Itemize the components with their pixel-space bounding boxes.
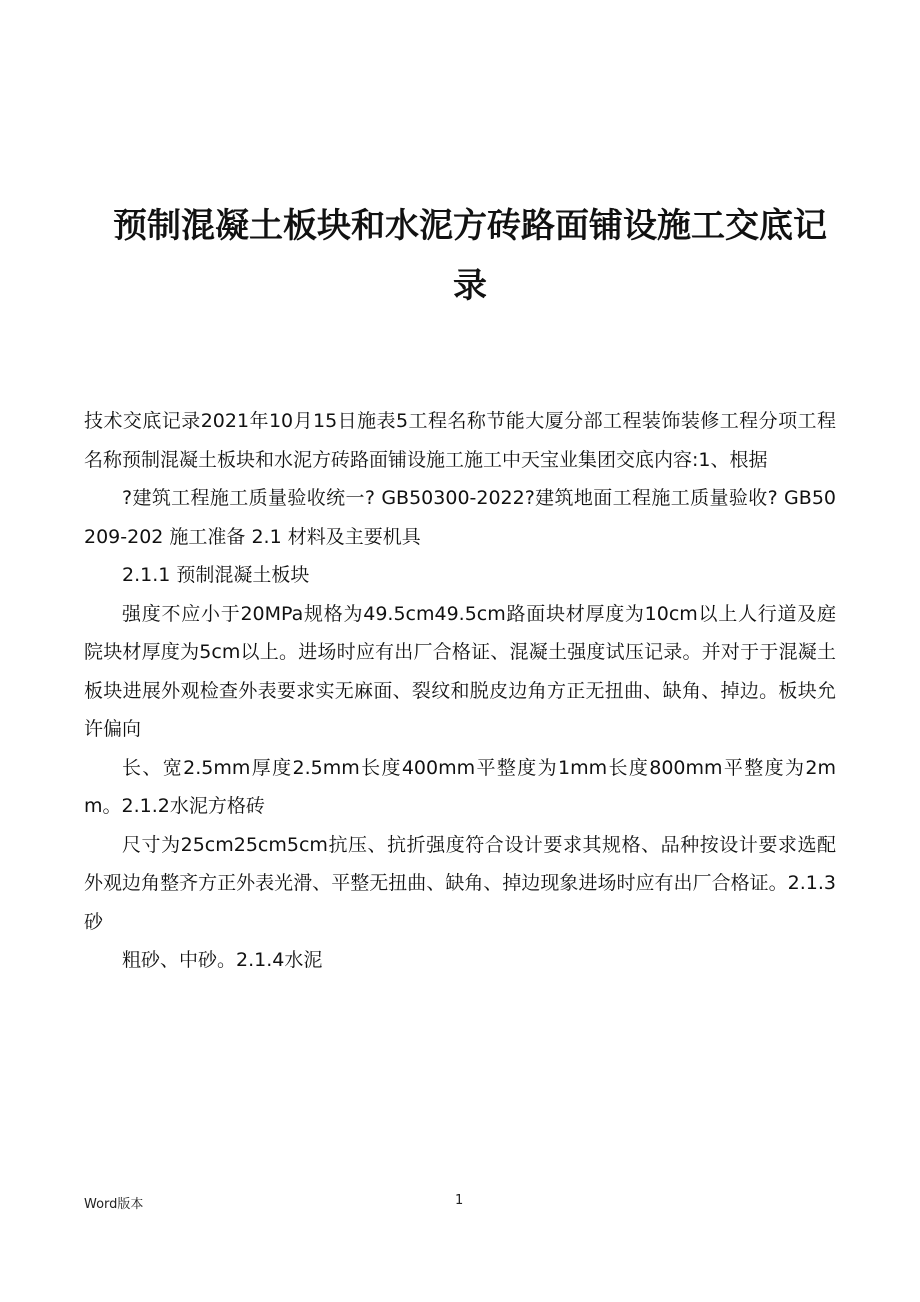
paragraph-header-info: 技术交底记录2021年10月15日施表5工程名称节能大厦分部工程装饰装修工程分项工程名称预制混凝土板块和水泥方砖路面铺设施工施工中天宝业集团交底内容:1、根据 [84, 410, 836, 471]
paragraph-cement-tile: 尺寸为25cm25cm5cm抗压、抗折强度符合设计要求其规格、品种按设计要求选配外观边角整齐方正外表光滑、平整无扭曲、缺角、掉边现象进场时应有出厂合格证。2.1.3砂 [84, 833, 836, 933]
paragraph-tolerances: 长、宽2.5mm厚度2.5mm长度400mm平整度为1mm长度800mm平整度为2mm。2.1.2水泥方格砖 [84, 756, 836, 817]
footer-version-label: Word版本 [84, 1197, 144, 1212]
paragraph-standards: ?建筑工程施工质量验收统一? GB50300-2022?建筑地面工程施工质量验收? GB50209-202 施工准备 2.1 材料及主要机具 [84, 487, 836, 548]
document-title: 预制混凝土板块和水泥方砖路面铺设施工交底记录 [113, 206, 827, 306]
footer-page-number: 1 [455, 1193, 464, 1208]
paragraph-sand-cement: 粗砂、中砂。2.1.4水泥 [122, 949, 323, 971]
page-footer [0, 1193, 920, 1213]
document-body [84, 402, 836, 980]
paragraph-section-2-1-1: 2.1.1 预制混凝土板块 [122, 564, 310, 586]
paragraph-strength-requirements: 强度不应小于20MPa规格为49.5cm49.5cm路面块材厚度为10cm以上人行道及庭院块材厚度为5cm以上。进场时应有出厂合格证、混凝土强度试压记录。并对于于混凝土板块进展外观检查外表要求实无麻面、裂纹和脱皮边角方正无扭曲、缺角、掉边。板块允许偏向 [84, 602, 836, 740]
